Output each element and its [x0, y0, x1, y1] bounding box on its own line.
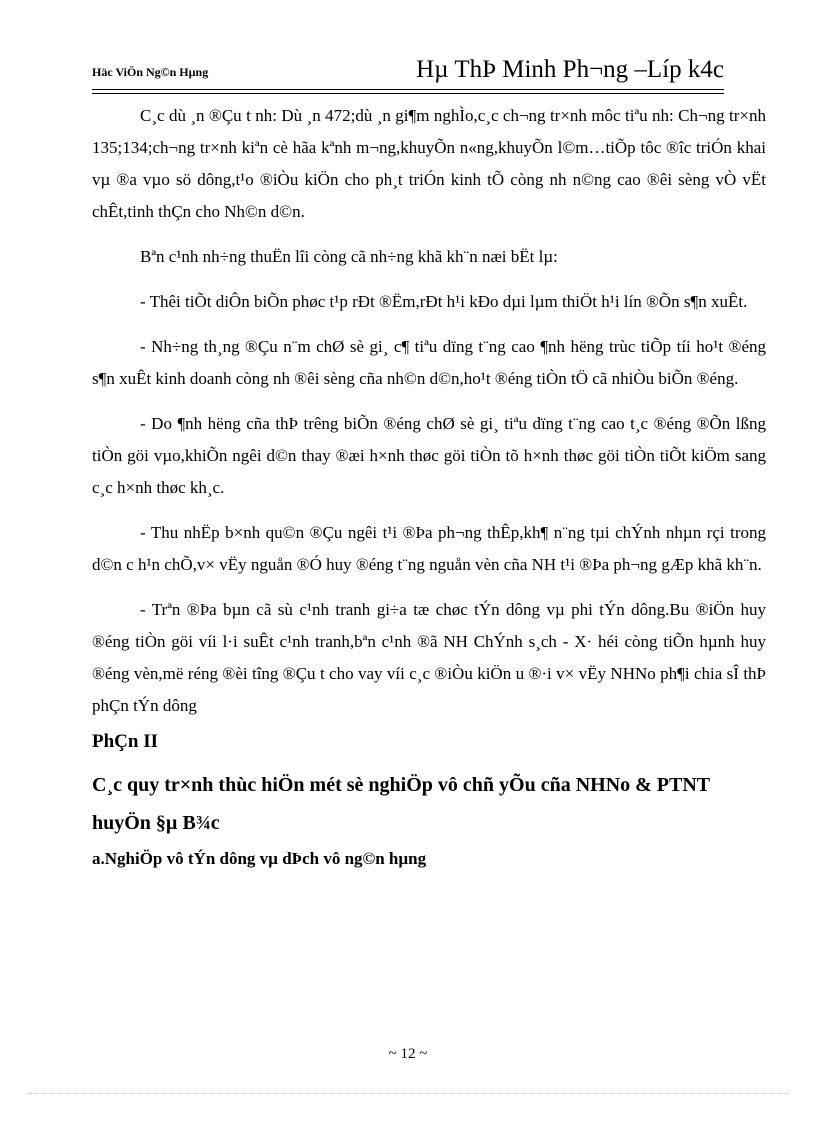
page-header — [92, 50, 724, 86]
header-rule-thin — [92, 93, 724, 94]
paragraph-weather: - Thêi tiÕt diÔn biÕn phøc t¹p rÐt ®Ëm,rÐt h¹i kÐo dµi lµm thiÖt h¹i lín ®Õn s¶n xuÊt. — [140, 292, 748, 311]
page-bottom-border — [28, 1093, 788, 1094]
paragraph-market-impact: - Do ¶nh hëng cña thÞ trêng biÕn ®éng chØ sè gi¸ tiªu dïng t¨ng cao t¸c ®éng ®Õn lßng tiÒn göi vµo,khiÕn ngêi d©n thay ®æi h×nh thøc göi tiÒn tõ h×nh thøc göi tiÒn tiÕt kiÖm sang c¸c h×nh thøc kh¸c. — [92, 414, 766, 497]
page-number: ~ 12 ~ — [388, 1046, 428, 1062]
header-institution: Häc ViÖn Ng©n Hµng — [92, 65, 209, 79]
part-heading: PhÇn II — [92, 731, 158, 752]
header-author: Hµ ThÞ Minh Ph¬ng –Líp k4c — [416, 56, 724, 83]
paragraph-competition: - Trªn ®Þa bµn cã sù c¹nh tranh gi÷a tæ chøc tÝn dông vµ phi tÝn dông.Bu ®iÖn huy ®éng tiÒn göi víi l·i suÊt c¹nh tranh,bªn c¹nh ®ã NH ChÝnh s¸ch - X· héi còng tiÕn hµnh huy ®éng vèn,më réng ®èi tîng ®Çu t cho vay víi c¸c ®iÒu kiÖn u ®·i v× vËy NHNo ph¶i chia sÎ thÞ phÇn tÝn dông — [92, 600, 766, 715]
header-rule — [92, 89, 724, 90]
subheading: a.NghiÖp vô tÝn dông vµ dÞch vô ng©n hµng — [92, 849, 427, 868]
paragraph-income: - Thu nhËp b×nh qu©n ®Çu ngêi t¹i ®Þa ph¬ng thÊp,kh¶ n¨ng tµi chÝnh nhµn rçi trong d©n c h¹n chÕ,v× vËy nguån ®Ó huy ®éng t¨ng nguån vèn cña NH t¹i ®Þa ph¬ng gÆp khã kh¨n. — [92, 523, 766, 574]
paragraph-difficulties-intro: Bªn c¹nh nh÷ng thuËn lîi còng cã nh÷ng khã kh¨n næi bËt lµ: — [140, 247, 558, 266]
section-title: C¸c quy tr×nh thùc hiÖn mét sè nghiÖp vô chñ yÕu cña NHNo & PTNT huyÖn §µ B¾c — [92, 774, 710, 834]
page-body — [92, 100, 766, 874]
paragraph-price-index: - Nh÷ng th¸ng ®Çu n¨m chØ sè gi¸ c¶ tiªu dïng t¨ng cao ¶nh hëng trùc tiÕp tíi ho¹t ®éng s¶n xuÊt kinh doanh còng nh ®êi sèng cña nh©n d©n,ho¹t ®éng tiÒn tÖ cã nhiÒu biÕn ®éng. — [92, 337, 766, 388]
paragraph-projects: C¸c dù ¸n ®Çu t nh: Dù ¸n 472;dù ¸n gi¶m nghÌo,c¸c ch¬ng tr×nh môc tiªu nh: Ch¬ng tr×nh 135;134;ch¬ng tr×nh kiªn cè hãa kªnh m¬ng,khuyÕn n«ng,khuyÕn l©m…tiÕp tôc ®îc triÓn khai vµ ®a vµo sö dông,t¹o ®iÒu kiÖn cho ph¸t triÓn kinh tÕ còng nh n©ng cao ®êi sèng vÒ vËt chÊt,tinh thÇn cho Nh©n d©n. — [92, 106, 766, 221]
